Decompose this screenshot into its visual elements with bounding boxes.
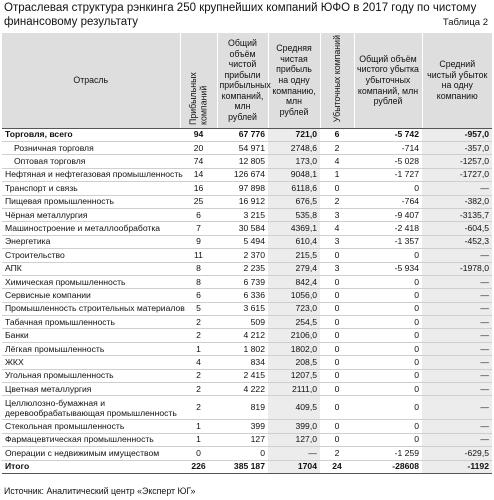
cell-profitable-count: 2 — [180, 369, 217, 382]
cell-total-profit: 4 222 — [217, 383, 268, 396]
cell-profitable-count: 9 — [180, 235, 217, 248]
cell-loss-count: 0 — [320, 433, 354, 446]
cell-total-loss: -1 727 — [354, 168, 422, 181]
cell-total-loss: -5 028 — [354, 155, 422, 168]
cell-avg-profit: 2106,0 — [268, 329, 320, 342]
cell-avg-loss: — — [422, 182, 492, 195]
cell-total-loss: 0 — [354, 342, 422, 355]
cell-total-profit: 2 370 — [217, 249, 268, 262]
table-row — [2, 396, 492, 420]
table-row — [2, 155, 492, 168]
cell-avg-loss: — — [422, 433, 492, 446]
cell-total-loss: 0 — [354, 182, 422, 195]
cell-profitable-count: 4 — [180, 356, 217, 369]
cell-total-profit: 97 898 — [217, 182, 268, 195]
cell-industry: Чёрная металлургия — [2, 208, 180, 221]
cell-industry: Табачная промышленность — [2, 316, 180, 329]
cell-avg-loss: -357,0 — [422, 141, 492, 154]
cell-profitable-count: 20 — [180, 141, 217, 154]
cell-industry: Банки — [2, 329, 180, 342]
cell-loss-count: 3 — [320, 208, 354, 221]
cell-avg-profit: 6118,6 — [268, 182, 320, 195]
cell-industry: Лёгкая промышленность — [2, 342, 180, 355]
cell-profitable-count: 94 — [180, 128, 217, 141]
header-avg-profit: Средняя чистая прибыль на одну компанию, млн рублей — [268, 33, 320, 128]
cell-profitable-count: 2 — [180, 329, 217, 342]
cell-industry: Стекольная промышленность — [2, 420, 180, 433]
cell-avg-profit: 676,5 — [268, 195, 320, 208]
cell-loss-count: 0 — [320, 289, 354, 302]
source-note: Источник: Аналитический центр «Эксперт ЮГ» — [4, 486, 196, 496]
cell-total-loss: 0 — [354, 356, 422, 369]
cell-loss-count: 0 — [320, 396, 354, 420]
cell-total-loss: -5 742 — [354, 128, 422, 141]
cell-total-loss: 0 — [354, 396, 422, 420]
cell-avg-profit: 2111,0 — [268, 383, 320, 396]
cell-total-profit: 4 212 — [217, 329, 268, 342]
cell-loss-count: 0 — [320, 302, 354, 315]
cell-avg-loss: — — [422, 420, 492, 433]
table-row — [2, 141, 492, 154]
cell-loss-count: 0 — [320, 316, 354, 329]
table-row — [2, 208, 492, 221]
cell-industry: Итого — [2, 460, 180, 473]
cell-loss-count: 2 — [320, 195, 354, 208]
cell-total-loss: 0 — [354, 275, 422, 288]
cell-total-profit: 2 235 — [217, 262, 268, 275]
table-row — [2, 356, 492, 369]
cell-avg-profit: 409,5 — [268, 396, 320, 420]
cell-total-loss: 0 — [354, 420, 422, 433]
table-row — [2, 329, 492, 342]
cell-avg-profit: 723,0 — [268, 302, 320, 315]
cell-avg-loss: -604,5 — [422, 222, 492, 235]
cell-total-profit: 16 912 — [217, 195, 268, 208]
cell-avg-profit: 1704 — [268, 460, 320, 473]
cell-industry: Нефтяная и нефтегазовая промышленность — [2, 168, 180, 181]
cell-profitable-count: 1 — [180, 433, 217, 446]
cell-avg-loss: -1978,0 — [422, 262, 492, 275]
cell-industry: Энергетика — [2, 235, 180, 248]
table-row — [2, 235, 492, 248]
cell-total-loss: 0 — [354, 383, 422, 396]
cell-loss-count: 2 — [320, 141, 354, 154]
cell-avg-loss: — — [422, 275, 492, 288]
cell-industry: Операции с недвижимым имуществом — [2, 447, 180, 460]
header-total-loss: Общий объём чистого убытка убыточных компаний, млн рублей — [354, 33, 422, 128]
table-row — [2, 433, 492, 446]
cell-loss-count: 1 — [320, 168, 354, 181]
table-row — [2, 316, 492, 329]
cell-industry: Розничная торговля — [2, 141, 180, 154]
cell-avg-profit: 842,4 — [268, 275, 320, 288]
cell-profitable-count: 2 — [180, 316, 217, 329]
cell-avg-loss: — — [422, 289, 492, 302]
table-row — [2, 289, 492, 302]
cell-industry: Строительство — [2, 249, 180, 262]
cell-avg-profit: 610,4 — [268, 235, 320, 248]
cell-total-loss: 0 — [354, 249, 422, 262]
cell-total-profit: 127 — [217, 433, 268, 446]
table-row — [2, 369, 492, 382]
cell-avg-loss: — — [422, 316, 492, 329]
cell-profitable-count: 6 — [180, 289, 217, 302]
cell-total-loss: -9 407 — [354, 208, 422, 221]
table-row — [2, 222, 492, 235]
cell-avg-profit: 208,5 — [268, 356, 320, 369]
cell-profitable-count: 1 — [180, 342, 217, 355]
cell-loss-count: 6 — [320, 128, 354, 141]
total-row — [2, 460, 492, 473]
cell-industry: Торговля, всего — [2, 128, 180, 141]
cell-loss-count: 0 — [320, 329, 354, 342]
cell-industry: ЖКХ — [2, 356, 180, 369]
table-row — [2, 383, 492, 396]
header-row — [2, 33, 492, 128]
header-loss-count-label: Убыточных компаний — [331, 35, 342, 123]
cell-avg-profit: 2748,6 — [268, 141, 320, 154]
cell-avg-loss: — — [422, 356, 492, 369]
table-title: Отраслевая структура рэнкинга 250 крупнейших компаний ЮФО в 2017 году по чистому финансовому результату — [4, 2, 477, 28]
cell-loss-count: 0 — [320, 420, 354, 433]
cell-avg-profit: 399,0 — [268, 420, 320, 433]
table-row — [2, 447, 492, 460]
cell-total-loss: 0 — [354, 329, 422, 342]
cell-avg-loss: -629,5 — [422, 447, 492, 460]
cell-loss-count: 4 — [320, 155, 354, 168]
cell-total-profit: 67 776 — [217, 128, 268, 141]
cell-profitable-count: 0 — [180, 447, 217, 460]
cell-industry: Цветная металлургия — [2, 383, 180, 396]
table-row — [2, 302, 492, 315]
table-row — [2, 195, 492, 208]
table-row — [2, 182, 492, 195]
cell-avg-profit: 1802,0 — [268, 342, 320, 355]
cell-avg-loss: — — [422, 369, 492, 382]
table-row — [2, 275, 492, 288]
cell-loss-count: 3 — [320, 235, 354, 248]
cell-loss-count: 0 — [320, 342, 354, 355]
cell-total-loss: -5 934 — [354, 262, 422, 275]
cell-industry: Целлюлозно-бумажная и деревообрабатывающая промышленность — [2, 396, 180, 420]
cell-avg-profit: 9048,1 — [268, 168, 320, 181]
cell-avg-profit: 1207,5 — [268, 369, 320, 382]
cell-profitable-count: 5 — [180, 302, 217, 315]
cell-avg-loss: — — [422, 342, 492, 355]
cell-loss-count: 0 — [320, 182, 354, 195]
cell-industry: Сервисные компании — [2, 289, 180, 302]
cell-industry: Машиностроение и металлообработка — [2, 222, 180, 235]
table-row — [2, 249, 492, 262]
table-row — [2, 420, 492, 433]
cell-avg-profit: 127,0 — [268, 433, 320, 446]
cell-avg-profit: 215,5 — [268, 249, 320, 262]
header-loss-count — [320, 33, 354, 128]
cell-industry: Промышленность строительных материалов — [2, 302, 180, 315]
header-profitable-count-label: Прибыльных компаний — [187, 72, 209, 125]
cell-profitable-count: 2 — [180, 383, 217, 396]
cell-avg-loss: -382,0 — [422, 195, 492, 208]
cell-avg-profit: 173,0 — [268, 155, 320, 168]
cell-total-profit: 12 805 — [217, 155, 268, 168]
cell-total-profit: 6 336 — [217, 289, 268, 302]
cell-industry: Химическая промышленность — [2, 275, 180, 288]
cell-loss-count: 4 — [320, 222, 354, 235]
cell-total-profit: 30 584 — [217, 222, 268, 235]
cell-total-loss: 0 — [354, 369, 422, 382]
cell-avg-loss: -452,3 — [422, 235, 492, 248]
cell-profitable-count: 7 — [180, 222, 217, 235]
table-number: Таблица 2 — [442, 17, 488, 28]
cell-total-loss: -764 — [354, 195, 422, 208]
cell-total-loss: -1 259 — [354, 447, 422, 460]
cell-loss-count: 0 — [320, 383, 354, 396]
cell-industry: Фармацевтическая промышленность — [2, 433, 180, 446]
cell-profitable-count: 16 — [180, 182, 217, 195]
cell-profitable-count: 2 — [180, 396, 217, 420]
cell-avg-loss: — — [422, 329, 492, 342]
cell-total-loss: 0 — [354, 302, 422, 315]
cell-loss-count: 0 — [320, 369, 354, 382]
cell-total-profit: 3 615 — [217, 302, 268, 315]
cell-avg-profit: 1056,0 — [268, 289, 320, 302]
header-total-profit: Общий объём чистой прибыли прибыльных компаний, млн рублей — [217, 33, 268, 128]
cell-total-profit: 126 674 — [217, 168, 268, 181]
cell-total-profit: 509 — [217, 316, 268, 329]
cell-loss-count: 0 — [320, 275, 354, 288]
table-body — [2, 128, 492, 473]
cell-industry: Пищевая промышленность — [2, 195, 180, 208]
cell-avg-loss: — — [422, 302, 492, 315]
cell-total-profit: 0 — [217, 447, 268, 460]
cell-profitable-count: 226 — [180, 460, 217, 473]
industry-table — [2, 33, 492, 474]
cell-profitable-count: 6 — [180, 208, 217, 221]
cell-avg-loss: -1257,0 — [422, 155, 492, 168]
cell-avg-profit: 535,8 — [268, 208, 320, 221]
table-row — [2, 342, 492, 355]
cell-total-profit: 385 187 — [217, 460, 268, 473]
cell-avg-profit: — — [268, 447, 320, 460]
cell-loss-count: 0 — [320, 249, 354, 262]
cell-total-profit: 399 — [217, 420, 268, 433]
header-profitable-count — [180, 33, 217, 128]
cell-avg-loss: — — [422, 383, 492, 396]
cell-profitable-count: 25 — [180, 195, 217, 208]
header-avg-loss: Средний чистый убыток на одну компанию — [422, 33, 492, 128]
cell-industry: Транспорт и связь — [2, 182, 180, 195]
cell-total-profit: 1 802 — [217, 342, 268, 355]
cell-loss-count: 3 — [320, 262, 354, 275]
cell-avg-loss: -957,0 — [422, 128, 492, 141]
table-row — [2, 168, 492, 181]
cell-total-loss: -2 418 — [354, 222, 422, 235]
cell-avg-loss: -3135,7 — [422, 208, 492, 221]
cell-avg-profit: 254,5 — [268, 316, 320, 329]
cell-total-profit: 2 415 — [217, 369, 268, 382]
cell-loss-count: 2 — [320, 447, 354, 460]
cell-profitable-count: 8 — [180, 262, 217, 275]
cell-profitable-count: 11 — [180, 249, 217, 262]
cell-profitable-count: 14 — [180, 168, 217, 181]
cell-total-loss: 0 — [354, 316, 422, 329]
cell-total-profit: 819 — [217, 396, 268, 420]
cell-industry: АПК — [2, 262, 180, 275]
cell-avg-loss: — — [422, 396, 492, 420]
cell-loss-count: 0 — [320, 356, 354, 369]
cell-avg-loss: -1727,0 — [422, 168, 492, 181]
cell-total-loss: -28608 — [354, 460, 422, 473]
cell-industry: Угольная промышленность — [2, 369, 180, 382]
cell-total-profit: 5 494 — [217, 235, 268, 248]
cell-total-profit: 54 971 — [217, 141, 268, 154]
cell-profitable-count: 1 — [180, 420, 217, 433]
cell-profitable-count: 8 — [180, 275, 217, 288]
cell-total-loss: -1 357 — [354, 235, 422, 248]
cell-avg-profit: 721,0 — [268, 128, 320, 141]
table-row — [2, 262, 492, 275]
cell-total-loss: 0 — [354, 433, 422, 446]
cell-avg-profit: 4369,1 — [268, 222, 320, 235]
header-industry: Отрасль — [2, 33, 180, 128]
cell-avg-profit: 279,4 — [268, 262, 320, 275]
cell-total-profit: 834 — [217, 356, 268, 369]
cell-industry: Оптовая торговля — [2, 155, 180, 168]
cell-avg-loss: -1192 — [422, 460, 492, 473]
cell-loss-count: 24 — [320, 460, 354, 473]
cell-total-loss: 0 — [354, 289, 422, 302]
cell-avg-loss: — — [422, 249, 492, 262]
cell-total-profit: 3 215 — [217, 208, 268, 221]
table-row — [2, 128, 492, 141]
cell-total-profit: 6 739 — [217, 275, 268, 288]
cell-total-loss: -714 — [354, 141, 422, 154]
cell-profitable-count: 74 — [180, 155, 217, 168]
